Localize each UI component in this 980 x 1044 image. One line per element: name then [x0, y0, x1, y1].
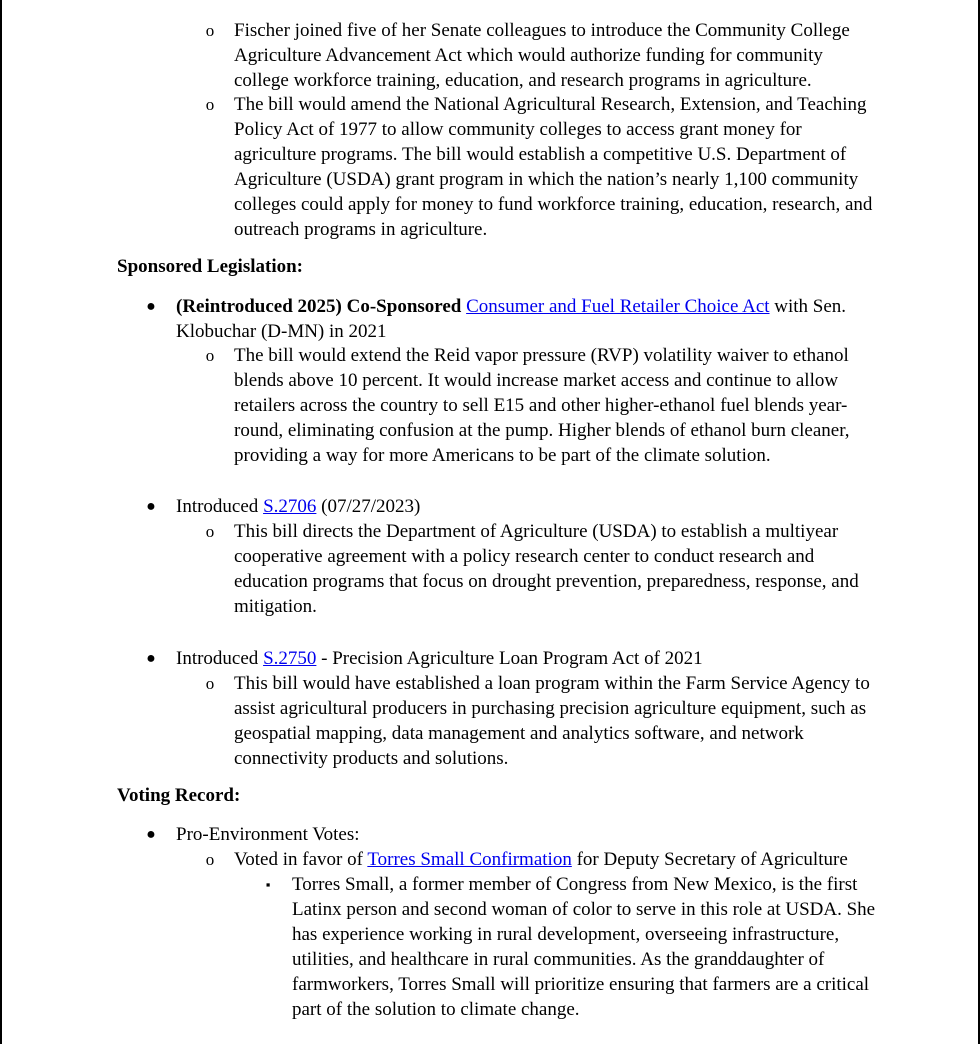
s2706-prefix: Introduced — [176, 496, 264, 517]
list-item-bill-amend: The bill would amend the National Agricultural Research, Extension, and Teaching Policy Act of 1977 to allow community colleges to access grant money for agriculture programs. The bill would establish a competitive U.S. Department of Agriculture (USDA) grant program in which the nation’s nearly 1,100 community colleges could apply for money to fund workforce training, education, research, and outreach programs in agriculture. — [234, 94, 873, 240]
list-item-pro-environment-votes: Pro-Environment Votes: — [176, 824, 360, 845]
reintroduced-label: (Reintroduced 2025) Co-Sponsored — [176, 296, 462, 317]
list-item-torres-small-detail: Torres Small, a former member of Congress from New Mexico, is the first Latinx person and second woman of color to serve in this role at USDA. She has experience working in rural development, overseeing infrastructure, utilities, and healthcare in rural communities. As the granddaughter of farmworkers, Torres Small will prioritize ensuring that farmers are a critical part of the solution to climate change. — [292, 874, 876, 1020]
s2750-title: - Precision Agriculture Loan Program Act of 2021 — [316, 648, 703, 669]
circle-bullet-icon: o — [205, 850, 215, 869]
consumer-fuel-retailer-choice-act-link[interactable]: Consumer and Fuel Retailer Choice Act — [466, 296, 770, 317]
square-bullet-icon: ▪ — [265, 877, 271, 892]
voting-record-heading: Voting Record: — [117, 785, 241, 806]
disc-bullet-icon: ● — [146, 826, 156, 843]
circle-bullet-icon: o — [205, 522, 215, 541]
disc-bullet-icon: ● — [146, 298, 156, 315]
list-item-s2706 — [176, 494, 876, 519]
s2706-date: (07/27/2023) — [316, 496, 421, 517]
list-item-s2750 — [176, 646, 876, 671]
list-item-torres-small-vote — [234, 847, 874, 872]
s2706-link[interactable]: S.2706 — [263, 496, 317, 517]
s2750-link[interactable]: S.2750 — [263, 648, 317, 669]
page-left-border — [0, 0, 2, 1044]
list-item-drought-research: This bill directs the Department of Agriculture (USDA) to establish a multiyear cooperative agreement with a policy research center to conduct research and education programs that focus on drought prevention, preparedness, response, and mitigation. — [234, 521, 859, 617]
disc-bullet-icon: ● — [146, 498, 156, 515]
s2750-prefix: Introduced — [176, 648, 264, 669]
circle-bullet-icon: o — [205, 674, 215, 693]
vote-suffix: for Deputy Secretary of Agriculture — [571, 849, 848, 870]
sponsored-legislation-heading: Sponsored Legislation: — [117, 256, 303, 277]
fuel-act-suffix: with Sen. Klobuchar (D-MN) in 2021 — [176, 296, 847, 342]
list-item-fuel-choice-act — [176, 294, 876, 344]
torres-small-confirmation-link[interactable]: Torres Small Confirmation — [367, 849, 572, 870]
vote-prefix: Voted in favor of — [234, 849, 368, 870]
list-item-loan-program: This bill would have established a loan program within the Farm Service Agency to assist agricultural producers in purchasing precision agriculture equipment, such as geospatial mapping, data management and analytics software, and network connectivity products and solutions. — [234, 673, 870, 769]
circle-bullet-icon: o — [205, 21, 215, 40]
list-item-community-college-act: Fischer joined five of her Senate colleagues to introduce the Community College Agriculture Advancement Act which would authorize funding for community college workforce training, education, and research programs in agriculture. — [234, 20, 850, 91]
list-item-rvp-waiver: The bill would extend the Reid vapor pressure (RVP) volatility waiver to ethanol blends above 10 percent. It would increase market access and continue to allow retailers across the country to sell E15 and other higher-ethanol fuel blends year-round, eliminating confusion at the pump. Higher blends of ethanol burn cleaner, providing a way for more Americans to be part of the climate solution. — [234, 345, 850, 466]
circle-bullet-icon: o — [205, 346, 215, 365]
disc-bullet-icon: ● — [146, 650, 156, 667]
circle-bullet-icon: o — [205, 95, 215, 114]
